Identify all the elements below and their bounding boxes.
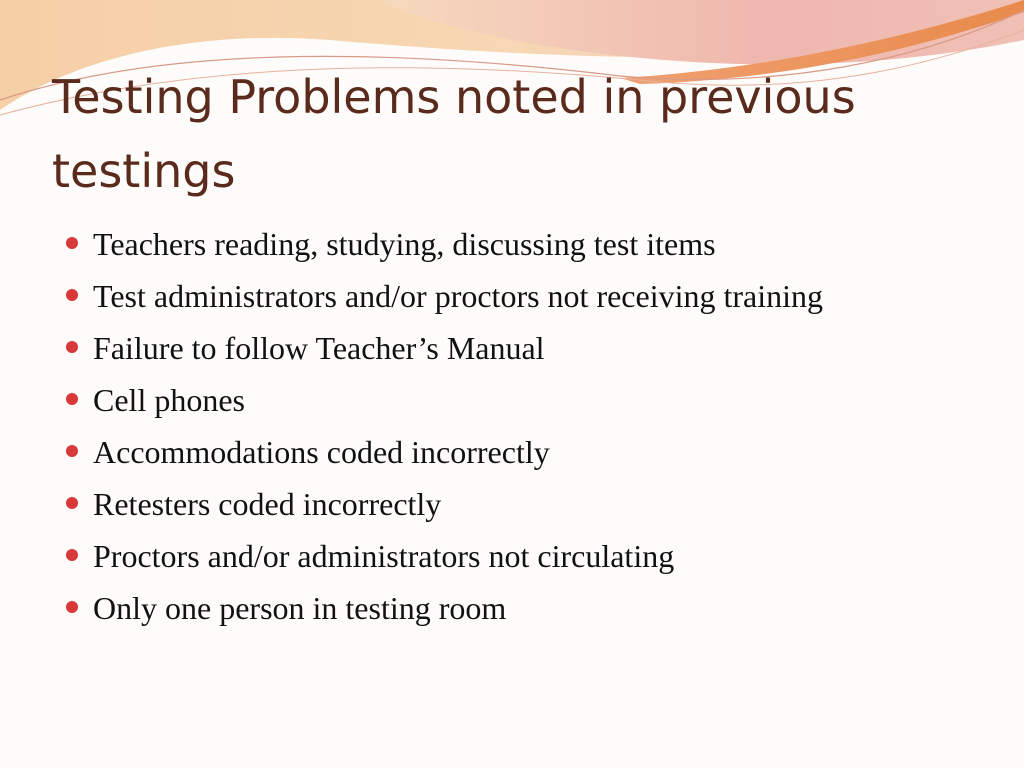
bullet-text: Retesters coded incorrectly [93,486,442,522]
bullet-item [66,222,966,266]
bullet-dot-icon [66,497,78,509]
bullet-dot-icon [66,445,78,457]
bullet-text: Proctors and/or administrators not circulating [93,538,675,574]
bullet-text: Only one person in testing room [93,590,507,626]
bullet-dot-icon [66,237,78,249]
slide-title: Testing Problems noted in previous testings [52,70,856,198]
bullet-text: Cell phones [93,382,245,418]
bullet-text: Failure to follow Teacher’s Manual [93,330,545,366]
bullet-item [66,534,966,578]
bullet-item [66,482,966,526]
bullet-item [66,586,966,630]
bullet-item [66,274,966,318]
bullet-dot-icon [66,289,78,301]
bullet-item [66,430,966,474]
bullet-text: Teachers reading, studying, discussing test items [93,226,716,262]
bullet-dot-icon [66,549,78,561]
bullet-item [66,378,966,422]
bullet-text: Accommodations coded incorrectly [93,434,550,470]
bullet-dot-icon [66,393,78,405]
bullet-dot-icon [66,341,78,353]
bullet-item [66,326,966,370]
bullet-dot-icon [66,601,78,613]
bullet-list [66,222,966,638]
bullet-text: Test administrators and/or proctors not receiving training [93,278,824,314]
